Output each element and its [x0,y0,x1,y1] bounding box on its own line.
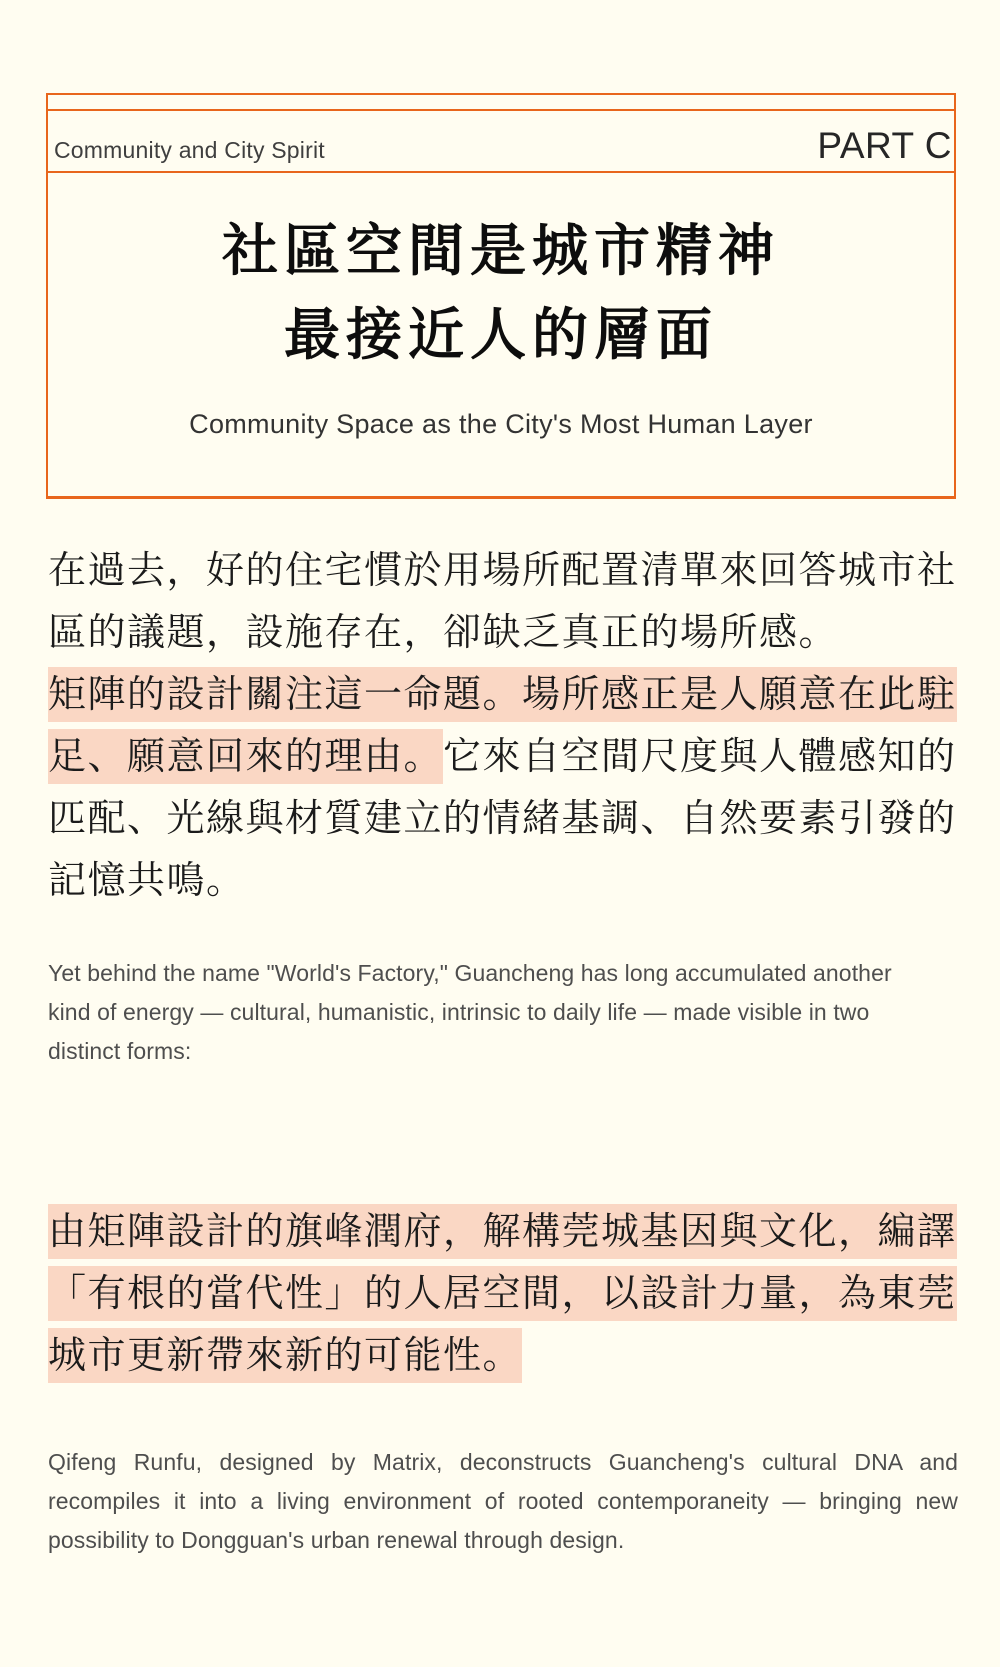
page-title-line1: 社區空間是城市精神 [222,219,780,282]
title-area [48,173,954,496]
text-line [48,1325,958,1387]
page-subtitle: Community Space as the City's Most Human Layer [189,409,813,439]
paragraph-en-2 [48,1443,958,1560]
header-frame [46,93,956,499]
paragraph-cjk-1 [48,540,958,912]
text-line [48,1201,958,1263]
highlighted-text: 城市更新帶來新的可能性。 [48,1328,522,1383]
text-segment: 記憶共鳴。 [48,860,246,902]
text-segment: 匹配、光線與材質建立的情緒基調、自然要素引發的 [48,798,957,840]
part-label: PART C [817,125,952,166]
page-title-line2: 最接近人的層面 [284,303,718,366]
text-line [48,726,958,788]
highlighted-text: 矩陣的設計關注這一命題。場所感正是人願意在此駐 [48,667,957,722]
header-row [48,111,954,173]
text-line: distinct forms: [48,1038,192,1064]
text-line [48,1263,958,1325]
text-line: Yet behind the name "World's Factory," Guancheng has long accumulated another [48,960,892,986]
paragraph-cjk-2 [48,1201,958,1387]
text-line: kind of energy — cultural, humanistic, intrinsic to daily life — made visible in two [48,999,870,1025]
text-segment: 區的議題，設施存在，卻缺乏真正的場所感。 [48,612,839,654]
text-line [48,540,958,602]
text-line: recompiles it into a living environment of rooted contemporaneity — bringing new [48,1488,958,1514]
text-segment: 它來自空間尺度與人體感知的 [443,736,957,778]
text-line [48,664,958,726]
page-title [58,209,944,377]
text-line [48,788,958,850]
header-top-strip [48,95,954,111]
article-body [48,476,958,1560]
highlighted-text: 足、願意回來的理由。 [48,729,443,784]
text-line: Qifeng Runfu, designed by Matrix, deconstructs Guancheng's cultural DNA and [48,1449,958,1475]
text-line: possibility to Dongguan's urban renewal through design. [48,1527,625,1553]
text-line [48,602,958,664]
text-segment: 在過去，好的住宅慣於用場所配置清單來回答城市社 [48,550,957,592]
section-eyebrow: Community and City Spirit [54,137,325,163]
highlighted-text: 由矩陣設計的旗峰潤府，解構莞城基因與文化，編譯 [48,1204,957,1259]
text-line [48,850,958,912]
paragraph-en-1 [48,954,958,1071]
highlighted-text: 「有根的當代性」的人居空間，以設計力量，為東莞 [48,1266,957,1321]
